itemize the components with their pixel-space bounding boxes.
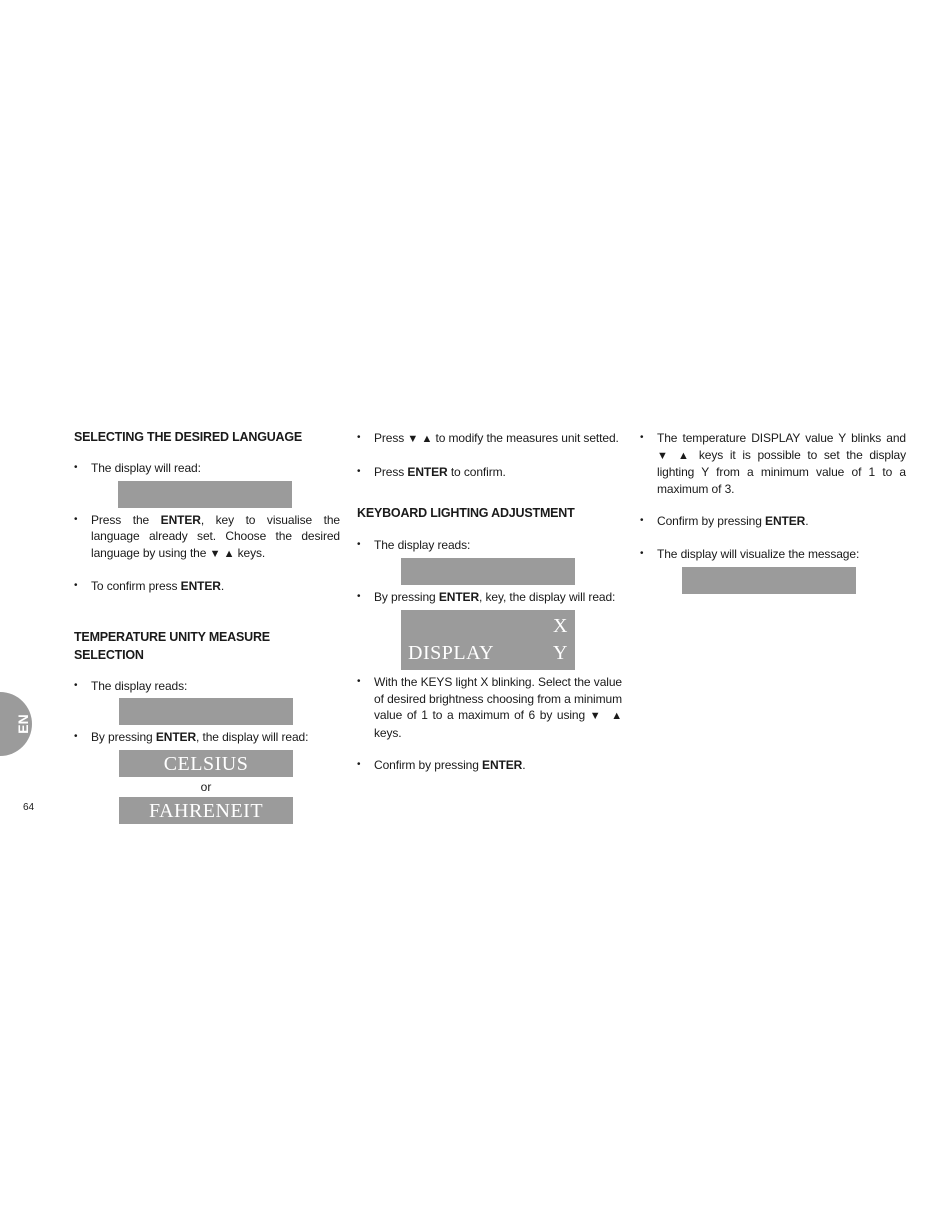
up-arrow-icon: ▲	[421, 433, 433, 445]
column-2	[357, 426, 622, 774]
down-arrow-icon: ▼	[407, 433, 419, 445]
display-blank-message	[682, 567, 856, 594]
list-item	[357, 537, 622, 554]
column-1	[74, 426, 340, 824]
enter-key-label: ENTER	[160, 512, 201, 527]
heading-temperature-unit: TEMPERATURE UNITY MEASURE SELECTION	[74, 629, 270, 662]
bullet-icon: •	[74, 580, 78, 591]
column-3	[640, 426, 906, 594]
list-item-text: By pressing	[91, 730, 156, 744]
list-item	[74, 729, 340, 746]
bullet-icon: •	[357, 676, 361, 687]
display-keys-lighting	[401, 610, 575, 670]
list-item-text: to confirm.	[447, 464, 506, 479]
bullet-icon: •	[357, 759, 361, 770]
list-item-text: keys.	[234, 545, 266, 560]
list-item	[357, 757, 622, 774]
list-item	[357, 464, 622, 481]
list-item-text: Press	[374, 464, 408, 479]
list-item-text: Press the	[91, 512, 161, 527]
language-tab-label: EN	[15, 714, 31, 734]
bullet-icon: •	[640, 432, 644, 443]
enter-key-label: ENTER	[155, 730, 197, 744]
down-arrow-icon: ▼	[209, 547, 221, 560]
list-item-text: Confirm by pressing	[374, 758, 483, 772]
display-value-x: X	[553, 615, 568, 637]
list-item-text: To confirm press	[91, 579, 181, 593]
bullet-icon: •	[357, 539, 361, 550]
list-item-text: .	[220, 579, 225, 593]
page-number: 64	[23, 802, 35, 813]
bullet-icon: •	[357, 465, 361, 477]
enter-key-label: ENTER	[482, 758, 523, 772]
display-value-y: Y	[553, 642, 568, 664]
list-item-text: to modify the measures unit setted.	[432, 431, 619, 445]
list-item	[640, 513, 906, 530]
heading-keyboard-lighting: KEYBOARD LIGHTING ADJUSTMENT	[357, 506, 575, 520]
up-arrow-icon: ▲	[223, 547, 235, 560]
bullet-icon: •	[640, 547, 644, 559]
list-item-text: With the KEYS light X blinking. Select the value of desired brightness choosing from a minimum value of 1 to a maximum of 6 by using	[374, 675, 622, 722]
list-item-text: By pressing	[374, 589, 439, 604]
list-item-text: Confirm by pressing	[657, 514, 766, 528]
list-item-text: .	[522, 758, 526, 772]
list-item	[74, 512, 340, 563]
list-item-text: The display reads:	[374, 538, 471, 552]
list-item-text: The temperature DISPLAY value Y blinks and	[657, 431, 906, 445]
bullet-icon: •	[357, 590, 361, 602]
list-item	[640, 546, 906, 563]
list-item-text: The display will read:	[91, 461, 201, 475]
list-item	[74, 578, 340, 595]
list-item-text: The display will visualize the message:	[657, 546, 860, 561]
list-item-text: , key, the display will read:	[479, 589, 616, 604]
bullet-icon: •	[357, 432, 361, 443]
display-blank-keyboard	[401, 558, 575, 585]
bullet-icon: •	[74, 679, 78, 691]
display-blank-temperature	[119, 698, 293, 725]
down-arrow-icon: ▼	[589, 710, 602, 722]
list-item-text: The display reads:	[91, 678, 188, 693]
heading-selecting-language: SELECTING THE DESIRED LANGUAGE	[74, 430, 303, 444]
list-item	[357, 430, 622, 448]
list-item-text: keys it is possible to set the display lighting Y from a minimum value of 1 to a maximum of 3.	[657, 447, 906, 496]
enter-key-label: ENTER	[765, 514, 806, 528]
list-item-text: Press	[374, 431, 408, 445]
up-arrow-icon: ▲	[611, 710, 623, 722]
or-label: or	[200, 779, 212, 794]
enter-key-label: ENTER	[180, 579, 221, 593]
list-item	[640, 430, 906, 497]
bullet-icon: •	[640, 515, 644, 526]
list-item	[74, 460, 340, 477]
display-label: DISPLAY	[408, 642, 495, 664]
list-item	[357, 674, 622, 741]
up-arrow-icon: ▲	[677, 449, 693, 462]
list-item-text: , the display will read:	[196, 730, 309, 744]
bullet-icon: •	[74, 462, 78, 473]
list-item-text: keys.	[374, 725, 402, 740]
list-item-text: .	[805, 514, 809, 528]
list-item	[74, 678, 340, 695]
list-item	[357, 589, 622, 606]
display-fahrenheit: FAHRENEIT	[119, 797, 293, 824]
display-celsius: CELSIUS	[119, 750, 293, 777]
enter-key-label: ENTER	[438, 589, 480, 604]
down-arrow-icon: ▼	[657, 449, 672, 462]
enter-key-label: ENTER	[407, 464, 448, 479]
list-item-text: , key to visualise the language already set. Choose the desired language by using the	[91, 512, 340, 560]
bullet-icon: •	[74, 513, 78, 525]
bullet-icon: •	[74, 731, 78, 742]
display-blank-language	[118, 481, 292, 508]
